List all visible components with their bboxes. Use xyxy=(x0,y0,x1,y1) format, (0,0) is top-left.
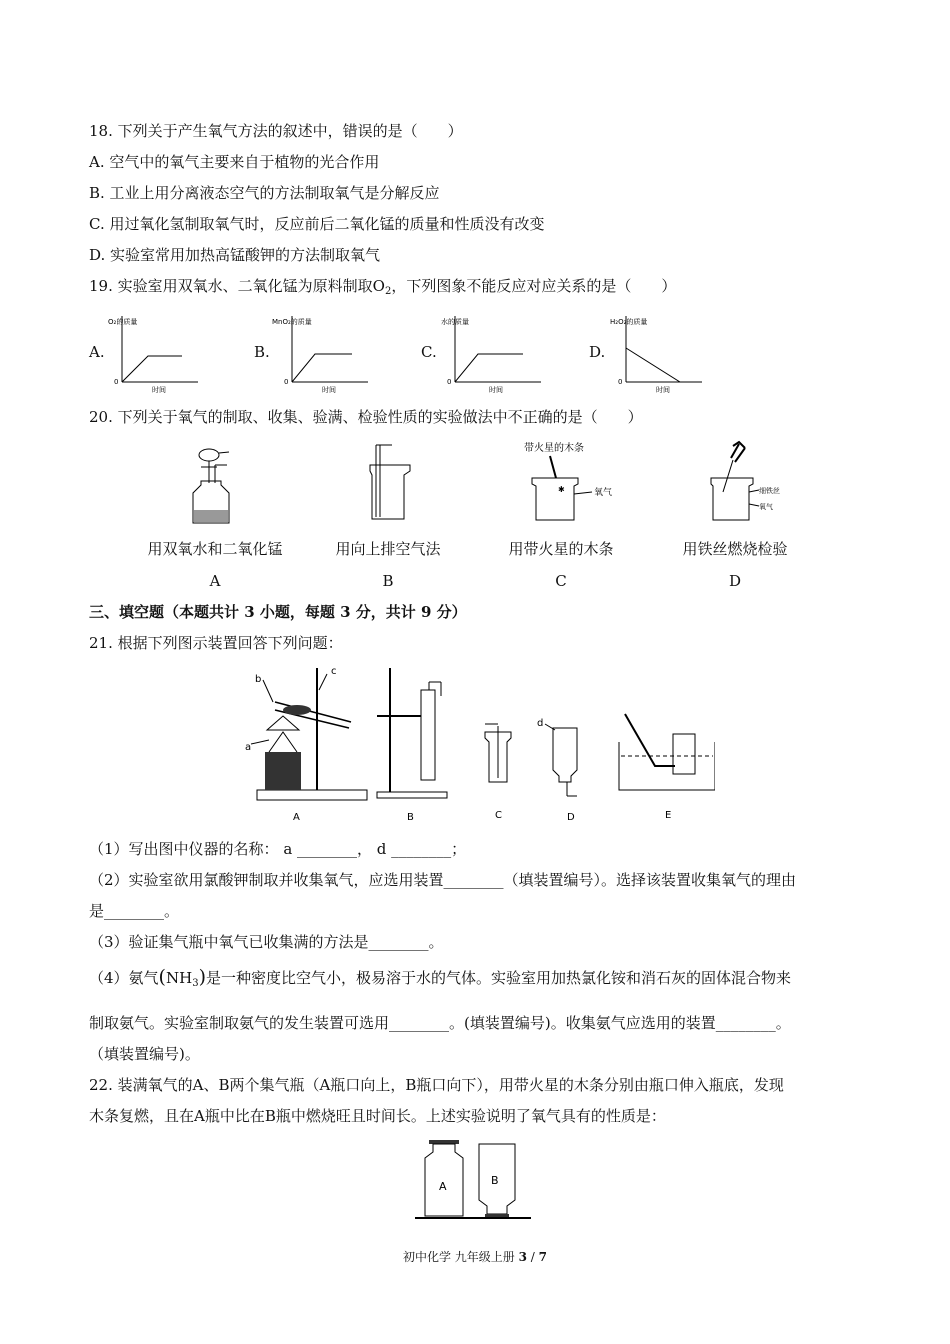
svg-text:时间: 时间 xyxy=(489,386,503,394)
q21-apparatus-figure xyxy=(245,660,715,825)
svg-text:氧气: 氧气 xyxy=(759,503,773,511)
q18-option-d: D. 实验室常用加热高锰酸钾的方法制取氧气 xyxy=(89,246,381,264)
q19-graph-b xyxy=(270,310,380,395)
svg-text:0: 0 xyxy=(284,378,289,386)
q21-stem: 21. 根据下列图示装置回答下列问题： xyxy=(89,634,343,652)
q20-caption-a: 用双氧水和二氧化锰 xyxy=(147,540,283,558)
svg-text:时间: 时间 xyxy=(322,386,336,394)
q21-part-1: （1）写出图中仪器的名称： a ________， d ________； xyxy=(89,840,467,858)
q20-caption-b: 用向上排空气法 xyxy=(335,540,441,558)
q19-stem: 19. 实验室用双氧水、二氧化锰为原料制取$O_2$，下列图象不能反应对应关系的是（ ） xyxy=(89,277,677,297)
svg-text:c: c xyxy=(331,666,337,677)
q19-graph-a xyxy=(100,310,210,395)
svg-text:b: b xyxy=(255,674,262,685)
q20-stem: 20. 下列关于氧气的制取、收集、验满、检验性质的实验做法中不正确的是（ ） xyxy=(89,408,643,426)
svg-text:0: 0 xyxy=(618,378,623,386)
q20-letter-d: D xyxy=(728,572,742,590)
svg-text:D: D xyxy=(567,812,575,823)
q20-figure-d xyxy=(703,440,783,525)
q19-graph-a-label: A. xyxy=(89,343,105,361)
q20-figure-a xyxy=(185,443,245,525)
q21-part-4b: 制取氨气。实验室制取氨气的发生装置可选用________。(填装置编号)。收集氨气应选用的装置________。 xyxy=(89,1014,791,1032)
q20-letter-b: B xyxy=(382,572,394,590)
q18-option-a: A. 空气中的氧气主要来自于植物的光合作用 xyxy=(89,153,380,171)
svg-text:MnO₂的质量: MnO₂的质量 xyxy=(272,318,312,326)
svg-text:B: B xyxy=(407,812,414,823)
svg-text:d: d xyxy=(537,718,544,729)
q19-graph-c xyxy=(433,310,548,395)
svg-text:时间: 时间 xyxy=(656,386,670,394)
q21-part-2b: 是________。 xyxy=(89,902,180,920)
q21-part-3: （3）验证集气瓶中氧气已收集满的方法是________。 xyxy=(89,933,444,951)
q18-option-b: B. 工业上用分离液态空气的方法制取氧气是分解反应 xyxy=(89,184,440,202)
page-footer: 初中化学 九年级上册 3 / 7 xyxy=(402,1250,548,1264)
svg-text:a: a xyxy=(245,742,252,753)
q21-part-4a: （4）氨气$(NH_3)$是一种密度比空气小，极易溶于水的气体。实验室用加热氯化铵和消石灰的固体混合物来 xyxy=(89,966,791,989)
q20-caption-c: 用带火星的木条 xyxy=(508,540,614,558)
q18-option-c: C. 用过氧化氢制取氧气时，反应前后二氧化锰的质量和性质没有改变 xyxy=(89,215,545,233)
q19-graph-b-label: B. xyxy=(254,343,270,361)
svg-text:细铁丝: 细铁丝 xyxy=(759,487,780,495)
svg-text:C: C xyxy=(495,810,502,821)
svg-text:H₂O₂的质量: H₂O₂的质量 xyxy=(610,318,648,326)
q19-graph-d xyxy=(604,310,714,395)
q18-stem: 18. 下列关于产生氧气方法的叙述中，错误的是（ ） xyxy=(89,122,463,140)
svg-text:时间: 时间 xyxy=(152,386,166,394)
svg-text:✱: ✱ xyxy=(558,485,565,494)
q21-part-4c: （填装置编号)。 xyxy=(89,1045,200,1063)
svg-text:0: 0 xyxy=(447,378,452,386)
graph-a-ylabel: O₂的质量 xyxy=(108,318,138,326)
svg-text:B: B xyxy=(491,1174,499,1187)
q22-line-1: 22. 装满氧气的A、B两个集气瓶（A瓶口向上，B瓶口向下），用带火星的木条分别由瓶口伸入瓶底，发现 xyxy=(89,1076,784,1094)
q20-figure-b xyxy=(364,443,416,525)
svg-text:A: A xyxy=(293,812,300,823)
q20-letter-c: C xyxy=(555,572,567,590)
section-3-heading: 三、填空题（本题共计 3 小题，每题 3 分，共计 9 分） xyxy=(89,603,467,621)
svg-text:氧气: 氧气 xyxy=(594,488,613,498)
svg-text:水的质量: 水的质量 xyxy=(441,318,469,326)
svg-text:带火星的木条: 带火星的木条 xyxy=(524,443,584,454)
q19-graph-c-label: C. xyxy=(421,343,437,361)
svg-text:A: A xyxy=(439,1180,447,1193)
q19-graph-d-label: D. xyxy=(589,343,606,361)
q21-part-2a: （2）实验室欲用氯酸钾制取并收集氧气，应选用装置________（填装置编号）。选择该装置收集氧气的理由 xyxy=(89,871,797,889)
svg-text:0: 0 xyxy=(114,378,119,386)
q20-letter-a: A xyxy=(209,572,221,590)
svg-text:E: E xyxy=(665,810,672,821)
q20-figure-c xyxy=(520,440,630,525)
q22-line-2: 木条复燃，且在A瓶中比在B瓶中燃烧旺且时间长。上述实验说明了氧气具有的性质是： xyxy=(89,1107,666,1125)
q20-caption-d: 用铁丝燃烧检验 xyxy=(682,540,788,558)
q22-bottles-figure xyxy=(415,1138,535,1222)
